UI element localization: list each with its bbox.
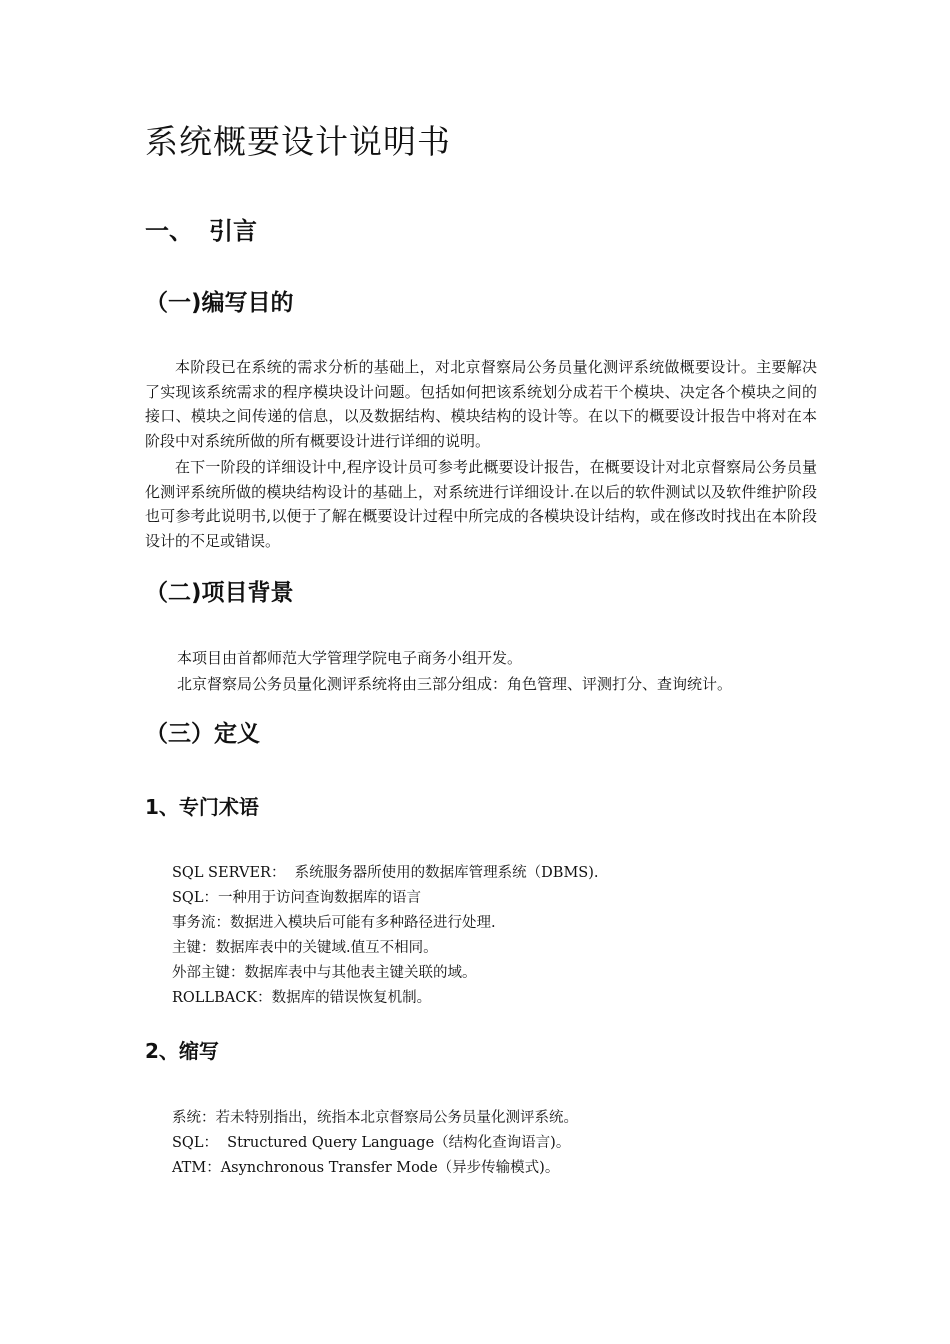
abbreviation-item: SQL： Structured Query Language（结构化查询语言)。 [172,1135,571,1151]
term-item: 事务流：数据进入模块后可能有多种路径进行处理. [172,915,496,931]
heading-terms: 1、专门术语 [145,795,259,819]
term-item: 外部主键：数据库表中与其他表主键关联的域。 [172,965,477,981]
heading-definitions: （三）定义 [145,721,260,747]
term-item: SQL：一种用于访问查询数据库的语言 [172,890,421,906]
heading-purpose: （一)编写目的 [145,290,294,316]
section-title: 引言 [209,217,257,245]
section-number: 一、 [145,217,193,245]
purpose-paragraph-2: 在下一阶段的详细设计中,程序设计员可参考此概要设计报告，在概要设计对北京督察局公务员量化测评系统所做的模块结构设计的基础上，对系统进行详细设计.在以后的软件测试以及软件维护阶段也可参考此说明书,以便于了解在概要设计过程中所完成的各模块设计结构，或在修改时找出在本阶段设计的不足或错误。 [145,458,817,550]
heading-background: （二)项目背景 [145,580,294,606]
abbreviation-item: 系统：若未特别指出，统指本北京督察局公务员量化测评系统。 [172,1110,578,1126]
abbreviation-item: ATM：Asynchronous Transfer Mode（异步传输模式)。 [172,1160,560,1176]
term-item: 主键：数据库表中的关键域.值互不相同。 [172,940,438,956]
term-item: ROLLBACK：数据库的错误恢复机制。 [172,990,432,1006]
heading-abbreviations: 2、缩写 [145,1039,219,1063]
purpose-paragraph-1: 本阶段已在系统的需求分析的基础上，对北京督察局公务员量化测评系统做概要设计。主要解决了实现该系统需求的程序模块设计问题。包括如何把该系统划分成若干个模块、决定各个模块之间的接口、模块之间传递的信息，以及数据结构、模块结构的设计等。在以下的概要设计报告中将对在本阶段中对系统所做的所有概要设计进行详细的说明。 [145,358,817,450]
background-line-2: 北京督察局公务员量化测评系统将由三部分组成：角色管理、评测打分、查询统计。 [177,675,733,693]
background-line-1: 本项目由首都师范大学管理学院电子商务小组开发。 [177,649,523,667]
section-heading-introduction [145,214,257,248]
term-item: SQL SERVER： 系统服务器所使用的数据库管理系统（DBMS). [172,865,599,881]
document-title: 系统概要设计说明书 [145,122,451,161]
